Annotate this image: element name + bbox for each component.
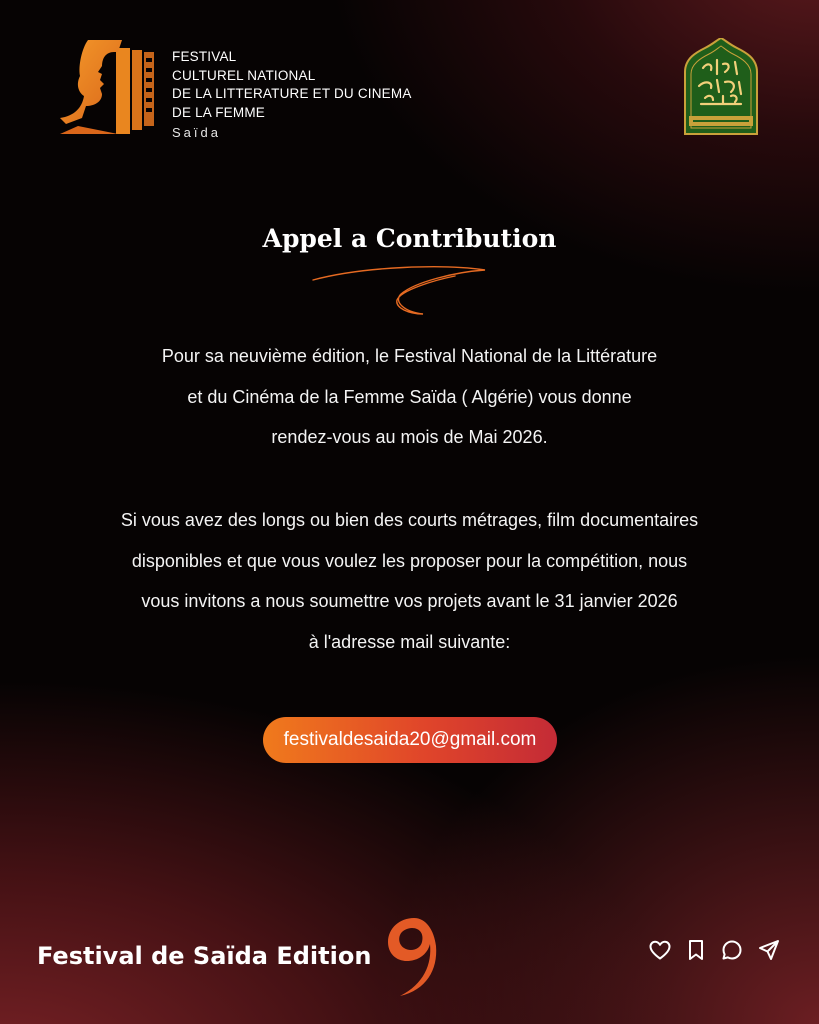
page-title: Appel a Contribution xyxy=(262,224,557,253)
festival-title-line: DE LA LITTERATURE ET DU CINEMA xyxy=(172,86,412,101)
heart-icon[interactable] xyxy=(648,938,672,962)
heading-flourish xyxy=(305,260,495,320)
bookmark-icon[interactable] xyxy=(684,938,708,962)
submission-paragraph xyxy=(0,500,819,662)
festival-title xyxy=(172,48,412,140)
comment-icon[interactable] xyxy=(720,938,744,962)
edition-nine-logo xyxy=(380,914,440,1000)
paragraph-line: disponibles et que vous voulez les proposer pour la compétition, nous xyxy=(131,550,688,571)
footer-title: Festival de Saïda Edition xyxy=(37,942,372,970)
paragraph-line: Si vous avez des longs ou bien des courts métrages, film documentaires xyxy=(120,510,699,530)
ministry-logo xyxy=(683,38,759,136)
send-icon[interactable] xyxy=(757,938,781,962)
festival-title-line: FESTIVAL xyxy=(172,49,237,64)
festival-title-line: DE LA FEMME xyxy=(172,104,265,120)
festival-logo xyxy=(58,38,160,138)
paragraph-line: Pour sa neuvième édition, le Festival National de la Littérature xyxy=(161,346,658,366)
paragraph-line: rendez-vous au mois de Mai 2026. xyxy=(271,427,548,447)
intro-paragraph xyxy=(0,336,819,458)
email-link[interactable]: festivaldesaida20@gmail.com xyxy=(263,717,557,763)
paragraph-line: à l'adresse mail suivante: xyxy=(308,631,511,652)
paragraph-line: vous invitons a nous soumettre vos projets avant le 31 janvier 2026 xyxy=(141,591,678,611)
festival-title-line: CULTUREL NATIONAL xyxy=(172,67,316,83)
paragraph-line: et du Cinéma de la Femme Saïda ( Algérie) vous donne xyxy=(187,386,632,407)
festival-city: Saïda xyxy=(172,125,221,140)
